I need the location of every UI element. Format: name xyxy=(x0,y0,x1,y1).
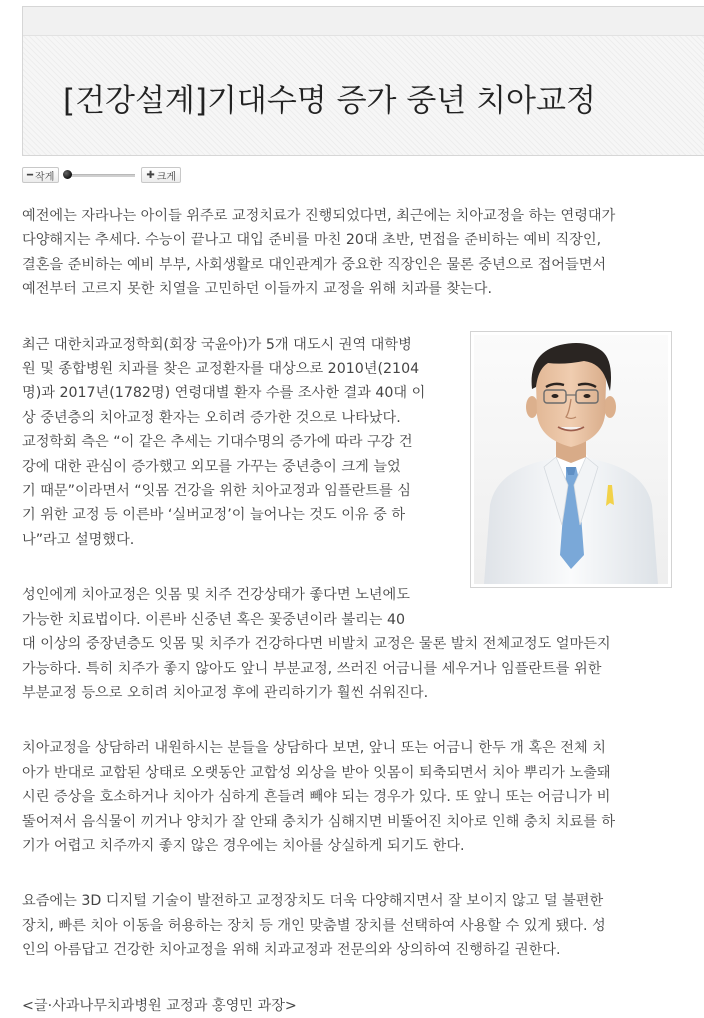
paragraph xyxy=(22,736,682,858)
text-line: 가능한 치료법이다. 이른바 신중년 혹은 꽃중년이라 불리는 40 xyxy=(22,611,406,628)
text-line: 상 중년층의 치아교정 환자는 오히려 증가한 것으로 나타났다. xyxy=(22,409,401,426)
text-line: 뚤어져서 음식물이 끼거나 양치가 잘 안돼 충치가 심해지면 비뚤어진 치아로 인해 충치 치료를 하 xyxy=(22,813,616,830)
paragraph xyxy=(22,889,682,962)
text-line: 예전부터 고르지 못한 치열을 고민하던 이들까지 교정을 위해 치과를 찾는다. xyxy=(22,281,492,298)
font-size-control xyxy=(22,166,181,184)
text-line: 명)과 2017년(1782명) 연령대별 환자 수를 조사한 결과 40대 이 xyxy=(22,385,426,402)
minus-icon: ━ xyxy=(27,169,34,181)
byline xyxy=(22,994,682,1018)
text-line: 기 위한 교정 등 이른바 ‘실버교정’이 늘어나는 것도 이유 중 하 xyxy=(22,507,406,524)
text-line: 기 때문”이라면서 “잇몸 건강을 위한 치아교정과 임플란트를 심 xyxy=(22,483,411,500)
text-line: 최근 대한치과교정학회(회장 국윤아)가 5개 대도시 권역 대학병 xyxy=(22,336,412,353)
text-line: 부분교정 등으로 오히려 치아교정 후에 관리하기가 훨씬 쉬워진다. xyxy=(22,684,429,701)
text-line: 기가 어렵고 치주까지 좋지 않은 경우에는 치아를 상실하게 되기도 한다. xyxy=(22,837,465,854)
article-header xyxy=(22,6,704,156)
text-line: 결혼을 준비하는 예비 부부, 사회생활로 대인관계가 중요한 직장인은 물론 중년으로 접어들면서 xyxy=(22,256,607,273)
text-line: 다양해지는 추세다. 수능이 끝나고 대입 준비를 마친 20대 초반, 면접을 준비하는 예비 직장인, xyxy=(22,232,602,249)
plus-icon: ✚ xyxy=(146,169,155,181)
slider-knob[interactable] xyxy=(63,170,72,179)
text-line: 요즘에는 3D 디지털 기술이 발전하고 교정장치도 더욱 다양해지면서 잘 보이지 않고 덜 불편한 xyxy=(22,893,604,910)
text-line: 아가 반대로 교합된 상태로 오랫동안 교합성 외상을 받아 잇몸이 퇴축되면서 치아 뿌리가 노출돼 xyxy=(22,764,611,781)
font-larger-button[interactable] xyxy=(141,167,181,183)
font-larger-label: 크게 xyxy=(156,171,177,183)
font-smaller-label: 작게 xyxy=(35,171,55,183)
text-line: 강에 대한 관심이 증가했고 외모를 가꾸는 중년층이 크게 늘었 xyxy=(22,458,401,475)
text-line: 가능하다. 특히 치주가 좋지 않아도 앞니 부분교정, 쓰러진 어금니를 세우거나 임플란트를 위한 xyxy=(22,660,602,677)
slider-track xyxy=(65,174,135,177)
header-bar xyxy=(23,7,704,36)
font-smaller-button[interactable] xyxy=(22,167,59,183)
text-line: 장치, 빠른 치아 이동을 허용하는 장치 등 개인 맞춤별 장치를 선택하여 사용할 수 있게 됐다. 성 xyxy=(22,917,606,934)
font-size-slider[interactable] xyxy=(63,167,135,183)
text-line: 원 및 종합병원 치과를 찾은 교정환자를 대상으로 2010년(2104 xyxy=(22,361,420,378)
paragraph xyxy=(22,204,682,302)
article-body xyxy=(22,204,682,1018)
article-title: [건강설계]기대수명 증가 중년 치아교정 xyxy=(63,83,596,119)
text-line: 예전에는 자라나는 아이들 위주로 교정치료가 진행되었다면, 최근에는 치아교정을 하는 연령대가 xyxy=(22,208,616,224)
text-line: 치아교정을 상담하러 내원하시는 분들을 상담하다 보면, 앞니 또는 어금니 한두 개 혹은 전체 치 xyxy=(22,740,606,757)
text-line: 대 이상의 중장년층도 잇몸 및 치주가 건강하다면 비발치 교정은 물론 발치 전체교정도 얼마든지 xyxy=(22,636,611,653)
text-line: 나”라고 설명했다. xyxy=(22,531,135,548)
paragraph xyxy=(22,583,682,705)
text-line: 교정학회 측은 “이 같은 추세는 기대수명의 증가에 따라 구강 건 xyxy=(22,434,413,451)
doctor-portrait-image xyxy=(474,335,668,584)
text-line: <글·사과나무치과병원 교정과 홍영민 과장> xyxy=(22,997,297,1014)
doctor-photo xyxy=(470,331,672,588)
text-line: 시린 증상을 호소하거나 치아가 심하게 흔들려 빼야 되는 경우가 있다. 또 앞니 또는 어금니가 비 xyxy=(22,789,611,806)
text-line: 성인에게 치아교정은 잇몸 및 치주 건강상태가 좋다면 노년에도 xyxy=(22,587,410,604)
text-line: 인의 아름답고 건강한 치아교정을 위해 치과교정과 전문의와 상의하여 진행하길 권한다. xyxy=(22,942,561,959)
